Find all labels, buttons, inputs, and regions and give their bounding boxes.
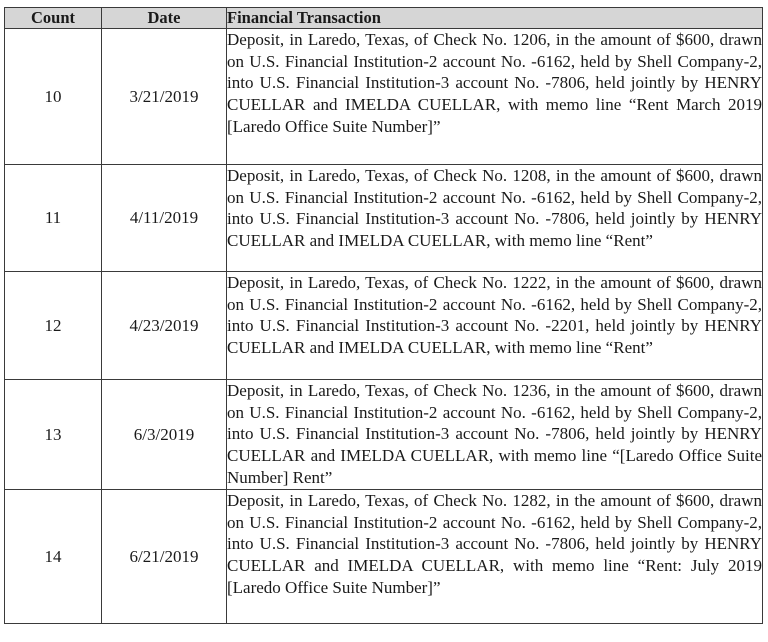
date-cell: 6/21/2019 <box>102 490 227 624</box>
transaction-cell: Deposit, in Laredo, Texas, of Check No. 1208, in the amount of $600, drawn on U.S. Financial Institution-2 account No. -6162, held by Shell Company-2, into U.S. Financial Institution-3 account No. -7806, held jointly by HENRY CUELLAR and IMELDA CUELLAR, with memo line “Rent” <box>227 165 763 272</box>
count-cell: 13 <box>5 380 102 490</box>
date-cell: 4/23/2019 <box>102 272 227 380</box>
transaction-cell: Deposit, in Laredo, Texas, of Check No. 1282, in the amount of $600, drawn on U.S. Financial Institution-2 account No. -6162, held by Shell Company-2, into U.S. Financial Institution-3 account No. -7806, held jointly by HENRY CUELLAR and IMELDA CUELLAR, with memo line “Rent: July 2019 [Laredo Office Suite Number]” <box>227 490 763 624</box>
count-cell: 12 <box>5 272 102 380</box>
date-cell: 4/11/2019 <box>102 165 227 272</box>
table-row <box>5 380 763 490</box>
table-header-row <box>5 8 763 29</box>
table-row <box>5 165 763 272</box>
table-row <box>5 29 763 165</box>
header-date: Date <box>102 8 227 29</box>
count-cell: 11 <box>5 165 102 272</box>
date-cell: 6/3/2019 <box>102 380 227 490</box>
transaction-cell: Deposit, in Laredo, Texas, of Check No. 1222, in the amount of $600, drawn on U.S. Financial Institution-2 account No. -6162, held by Shell Company-2, into U.S. Financial Institution-3 account No. -2201, held jointly by HENRY CUELLAR and IMELDA CUELLAR, with memo line “Rent” <box>227 272 763 380</box>
count-cell: 14 <box>5 490 102 624</box>
table-row <box>5 490 763 624</box>
table-row <box>5 272 763 380</box>
date-cell: 3/21/2019 <box>102 29 227 165</box>
header-count: Count <box>5 8 102 29</box>
transaction-cell: Deposit, in Laredo, Texas, of Check No. 1236, in the amount of $600, drawn on U.S. Financial Institution-2 account No. -6162, held by Shell Company-2, into U.S. Financial Institution-3 account No. -7806, held jointly by HENRY CUELLAR and IMELDA CUELLAR, with memo line “[Laredo Office Suite Number] Rent” <box>227 380 763 490</box>
count-cell: 10 <box>5 29 102 165</box>
transaction-cell: Deposit, in Laredo, Texas, of Check No. 1206, in the amount of $600, drawn on U.S. Financial Institution-2 account No. -6162, held by Shell Company-2, into U.S. Financial Institution-3 account No. -7806, held jointly by HENRY CUELLAR and IMELDA CUELLAR, with memo line “Rent March 2019 [Laredo Office Suite Number]” <box>227 29 763 165</box>
financial-transactions-table <box>4 7 763 624</box>
header-financial-transaction: Financial Transaction <box>227 8 763 29</box>
